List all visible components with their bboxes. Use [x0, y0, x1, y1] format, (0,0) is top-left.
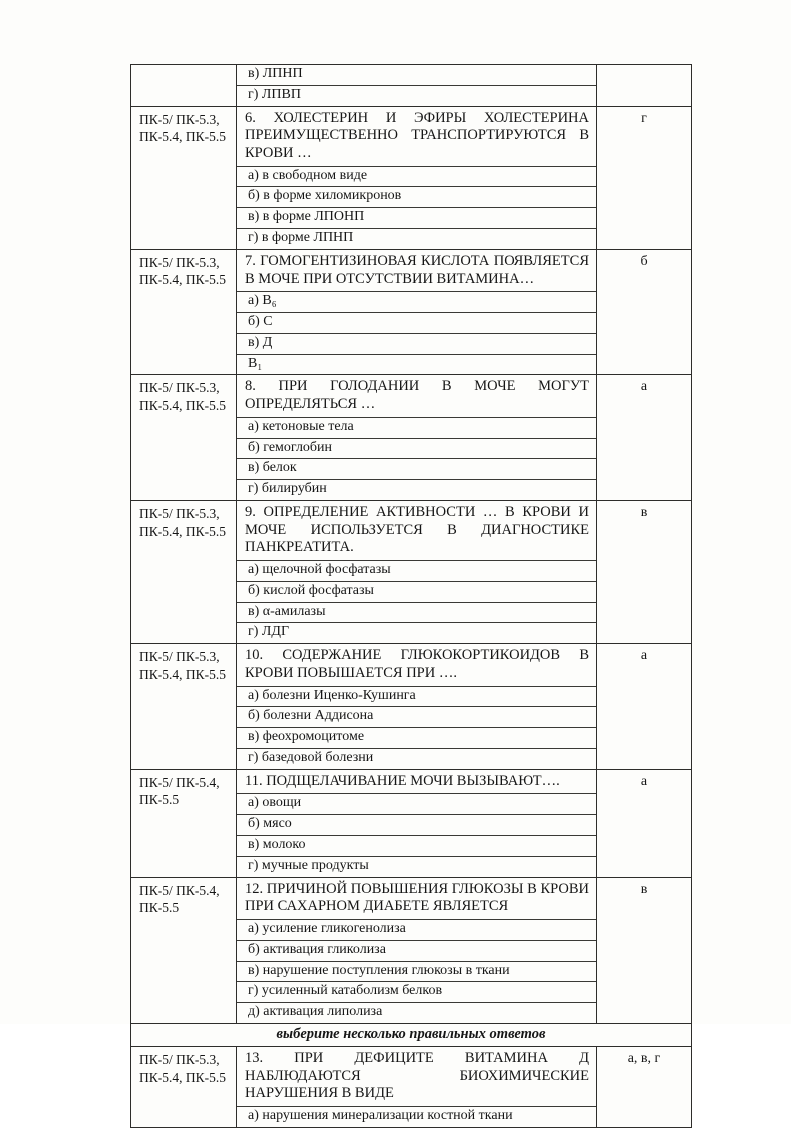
option-line: а) нарушения минерализации костной ткани — [237, 1106, 596, 1127]
question-text: 6. ХОЛЕСТЕРИН И ЭФИРЫ ХОЛЕСТЕРИНА ПРЕИМУЩЕСТВЕННО ТРАНСПОРТИРУЮТСЯ В КРОВИ … — [245, 109, 589, 161]
option-line: в) молоко — [237, 835, 596, 856]
continuation-body — [131, 65, 692, 107]
question-text: 9. ОПРЕДЕЛЕНИЕ АКТИВНОСТИ … В КРОВИ И МОЧЕ ИСПОЛЬЗУЕТСЯ В ДИАГНОСТИКЕ ПАНКРЕАТИТА. — [245, 503, 589, 556]
question-cell — [237, 65, 597, 107]
competency-cell: ПК-5/ ПК-5.4, ПК-5.5 — [131, 877, 237, 1023]
continuation-row — [131, 65, 692, 107]
option-line: б) в форме хиломикронов — [237, 186, 596, 207]
option-line: б) болезни Аддисона — [237, 706, 596, 727]
question-cell — [237, 644, 597, 770]
option-line: в) Д — [237, 333, 596, 354]
option-line: в) ЛПНП — [248, 66, 303, 81]
option-line: б) активация гликолиза — [237, 940, 596, 961]
option-line: б) С — [237, 312, 596, 333]
option-line: д) активация липолиза — [237, 1002, 596, 1023]
question-text: 10. СОДЕРЖАНИЕ ГЛЮКОКОРТИКОИДОВ В КРОВИ ПОВЫШАЕТСЯ ПРИ …. — [245, 647, 589, 681]
question-text: 11. ПОДЩЕЛАЧИВАНИЕ МОЧИ ВЫЗЫВАЮТ…. — [245, 772, 560, 789]
option-line: в) белок — [237, 458, 596, 479]
option-line: в) феохромоцитоме — [237, 727, 596, 748]
question-row — [131, 769, 692, 877]
option-line: б) гемоглобин — [237, 438, 596, 459]
quiz-table — [130, 64, 692, 1128]
competency-cell: ПК-5/ ПК-5.3, ПК-5.4, ПК-5.5 — [131, 500, 237, 643]
option-line: а) болезни Иценко-Кушинга — [237, 686, 596, 707]
option-line: а) кетоновые тела — [237, 417, 596, 438]
option-line: в) в форме ЛПОНП — [237, 207, 596, 228]
competency-cell: ПК-5/ ПК-5.4, ПК-5.5 — [131, 769, 237, 877]
question-cell — [237, 375, 597, 501]
question-row — [131, 375, 692, 501]
answer-cell: в — [597, 500, 692, 643]
option-line: а) в свободном виде — [237, 166, 596, 187]
option-line: В₁ — [237, 354, 596, 375]
answer-cell: а, в, г — [597, 1047, 692, 1128]
answer-cell: а — [597, 375, 692, 501]
question-cell — [237, 877, 597, 1023]
question-row — [131, 249, 692, 375]
question-text: 13. ПРИ ДЕФИЦИТЕ ВИТАМИНА Д НАБЛЮДАЮТСЯ БИОХИМИЧЕСКИЕ НАРУШЕНИЯ В ВИДЕ — [245, 1050, 589, 1102]
answer-cell: г — [597, 106, 692, 249]
competency-cell: ПК-5/ ПК-5.3, ПК-5.4, ПК-5.5 — [131, 644, 237, 770]
option-line: а) усиление гликогенолиза — [237, 919, 596, 940]
option-line: в) нарушение поступления глюкозы в ткани — [237, 961, 596, 982]
section-header-body — [131, 1024, 692, 1047]
option-line: б) мясо — [237, 814, 596, 835]
answer-cell-empty — [597, 65, 692, 107]
option-line: г) билирубин — [237, 479, 596, 500]
option-line: б) кислой фосфатазы — [237, 581, 596, 602]
question-cell — [237, 1047, 597, 1128]
competency-cell-empty — [131, 65, 237, 107]
question-row — [131, 1047, 692, 1128]
question-cell — [237, 249, 597, 375]
question-cell — [237, 769, 597, 877]
answer-cell: а — [597, 644, 692, 770]
question-row — [131, 877, 692, 1023]
single-answer-questions — [131, 106, 692, 1023]
multi-answer-questions — [131, 1047, 692, 1128]
question-row — [131, 500, 692, 643]
answer-cell: а — [597, 769, 692, 877]
answer-cell: в — [597, 877, 692, 1023]
option-line: г) в форме ЛПНП — [237, 228, 596, 249]
question-row — [131, 106, 692, 249]
competency-cell: ПК-5/ ПК-5.3, ПК-5.4, ПК-5.5 — [131, 249, 237, 375]
option-line: г) базедовой болезни — [237, 748, 596, 769]
option-line: в) α-амилазы — [237, 602, 596, 623]
answer-cell: б — [597, 249, 692, 375]
section-header-row — [131, 1024, 692, 1047]
option-line: а) В₆ — [237, 291, 596, 312]
question-cell — [237, 500, 597, 643]
section-header: выберите несколько правильных ответов — [131, 1024, 692, 1047]
option-line: г) мучные продукты — [237, 856, 596, 877]
option-line: г) ЛПВП — [237, 85, 596, 106]
option-line: г) ЛДГ — [237, 622, 596, 643]
competency-cell: ПК-5/ ПК-5.3, ПК-5.4, ПК-5.5 — [131, 106, 237, 249]
question-row — [131, 644, 692, 770]
question-text: 12. ПРИЧИНОЙ ПОВЫШЕНИЯ ГЛЮКОЗЫ В КРОВИ ПРИ САХАРНОМ ДИАБЕТЕ ЯВЛЯЕТСЯ — [245, 880, 589, 915]
question-cell — [237, 106, 597, 249]
competency-cell: ПК-5/ ПК-5.3, ПК-5.4, ПК-5.5 — [131, 1047, 237, 1128]
question-text: 8. ПРИ ГОЛОДАНИИ В МОЧЕ МОГУТ ОПРЕДЕЛЯТЬСЯ … — [245, 378, 589, 413]
option-line: г) усиленный катаболизм белков — [237, 981, 596, 1002]
option-line: а) щелочной фосфатазы — [237, 560, 596, 581]
question-text: 7. ГОМОГЕНТИЗИНОВАЯ КИСЛОТА ПОЯВЛЯЕТСЯ В МОЧЕ ПРИ ОТСУТСТВИИ ВИТАМИНА… — [245, 252, 589, 287]
option-line: а) овощи — [237, 793, 596, 814]
competency-cell: ПК-5/ ПК-5.3, ПК-5.4, ПК-5.5 — [131, 375, 237, 501]
